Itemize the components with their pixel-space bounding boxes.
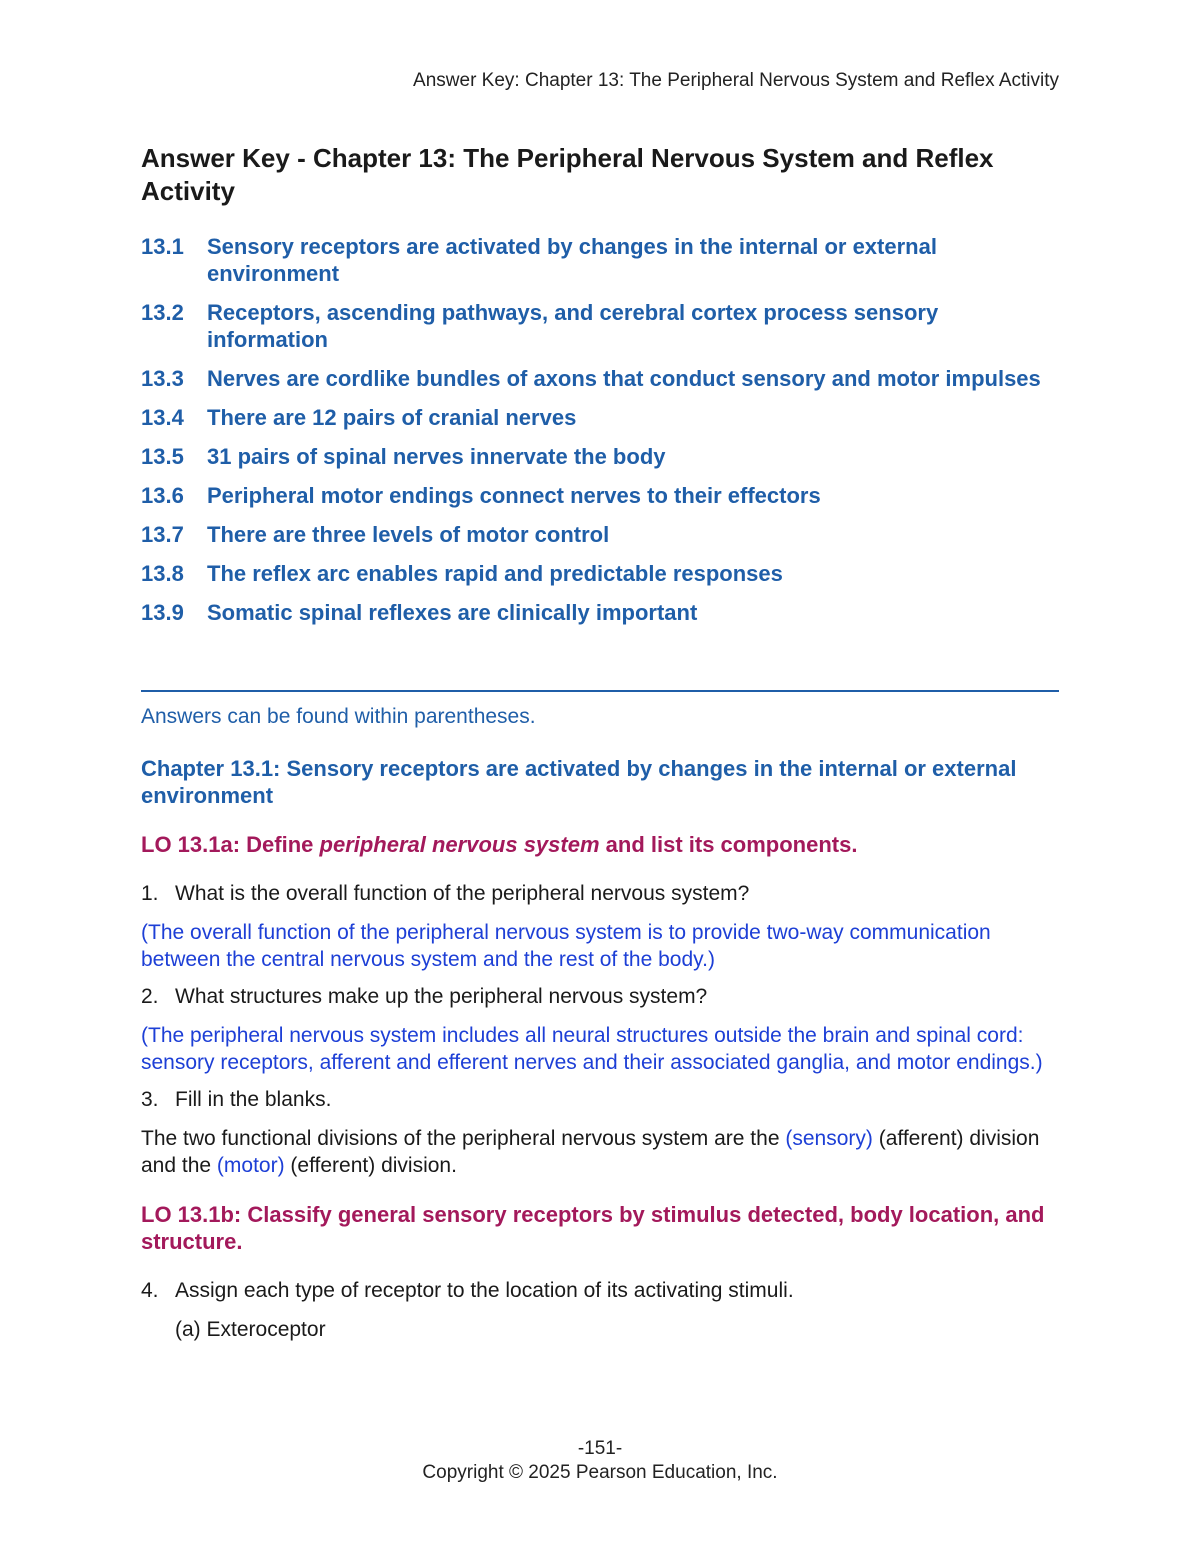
objective-text: There are three levels of motor control (207, 522, 610, 547)
question-number: 2. (141, 985, 159, 1008)
objective-item (141, 521, 1061, 548)
objective-number: 13.8 (141, 561, 184, 586)
fill-in-blanks-statement (141, 1125, 1061, 1179)
blank-answer-2: (motor) (216, 1154, 285, 1177)
objective-item (141, 404, 1061, 431)
objective-item (141, 482, 1061, 509)
objective-number: 13.4 (141, 405, 184, 430)
objective-item (141, 443, 1061, 470)
objective-number: 13.6 (141, 483, 184, 508)
objective-item (141, 299, 1061, 353)
answers-note: Answers can be found within parentheses. (141, 705, 536, 728)
divider (141, 690, 1059, 692)
lo-a-prefix: LO 13.1a: Define (141, 832, 320, 857)
objective-number: 13.5 (141, 444, 184, 469)
objective-number: 13.7 (141, 522, 184, 547)
question-text: Fill in the blanks. (175, 1088, 332, 1111)
learning-objective-b: LO 13.1b: Classify general sensory receptors by stimulus detected, body location, and structure. (141, 1202, 1045, 1254)
question-text: What structures make up the peripheral nervous system? (175, 985, 708, 1008)
objective-text: Peripheral motor endings connect nerves to their effectors (207, 483, 821, 508)
objectives-list (141, 233, 1061, 638)
objective-text: 31 pairs of spinal nerves innervate the body (207, 444, 666, 469)
objective-item (141, 365, 1061, 392)
lo-a-emphasis: peripheral nervous system (319, 832, 600, 857)
page-title: Answer Key - Chapter 13: The Peripheral Nervous System and Reflex Activity (141, 143, 994, 206)
learning-objective-a (141, 831, 1061, 858)
objective-text: Nerves are cordlike bundles of axons that conduct sensory and motor impulses (207, 366, 1041, 391)
question-number: 3. (141, 1088, 159, 1111)
objective-text: Sensory receptors are activated by changes in the internal or external environment (207, 234, 937, 286)
objective-text: There are 12 pairs of cranial nerves (207, 405, 577, 430)
question-text: What is the overall function of the peripheral nervous system? (175, 882, 750, 905)
objective-item (141, 233, 1061, 287)
answer-1: (The overall function of the peripheral nervous system is to provide two-way communication between the central nervous system and the rest of the body.) (141, 921, 991, 971)
section-heading: Chapter 13.1: Sensory receptors are activated by changes in the internal or external environment (141, 756, 1017, 808)
question-number: 4. (141, 1279, 159, 1302)
sub-item-a: (a) Exteroceptor (175, 1318, 326, 1341)
running-header: Answer Key: Chapter 13: The Peripheral Nervous System and Reflex Activity (413, 70, 1059, 91)
page-number: -151- (577, 1438, 623, 1459)
question-number: 1. (141, 882, 159, 905)
question-text: Assign each type of receptor to the location of its activating stimuli. (175, 1279, 794, 1302)
answer-2: (The peripheral nervous system includes all neural structures outside the brain and spinal cord: sensory receptors, afferent and efferent nerves and their associated ganglia, and motor endings.) (141, 1024, 1043, 1074)
section-content (141, 755, 1061, 1343)
objective-text: Somatic spinal reflexes are clinically important (207, 600, 698, 625)
fill-text: The two functional divisions of the peripheral nervous system are the (141, 1127, 786, 1150)
copyright: Copyright © 2025 Pearson Education, Inc. (422, 1462, 778, 1483)
lo-a-suffix: and list its components. (599, 832, 858, 857)
blank-answer-1: (sensory) (785, 1127, 873, 1150)
fill-text: (efferent) division. (284, 1154, 457, 1177)
fill-text: (afferent) division and the (141, 1127, 1040, 1177)
question-1 (141, 880, 1061, 907)
question-4 (141, 1277, 1061, 1304)
objective-text: Receptors, ascending pathways, and cerebral cortex process sensory information (207, 300, 939, 352)
objective-number: 13.3 (141, 366, 184, 391)
objective-item (141, 560, 1061, 587)
objective-number: 13.2 (141, 300, 184, 325)
objective-text: The reflex arc enables rapid and predictable responses (207, 561, 783, 586)
objective-item (141, 599, 1061, 626)
question-3 (141, 1086, 1061, 1113)
objective-number: 13.1 (141, 234, 184, 259)
question-2 (141, 983, 1061, 1010)
objective-number: 13.9 (141, 600, 184, 625)
